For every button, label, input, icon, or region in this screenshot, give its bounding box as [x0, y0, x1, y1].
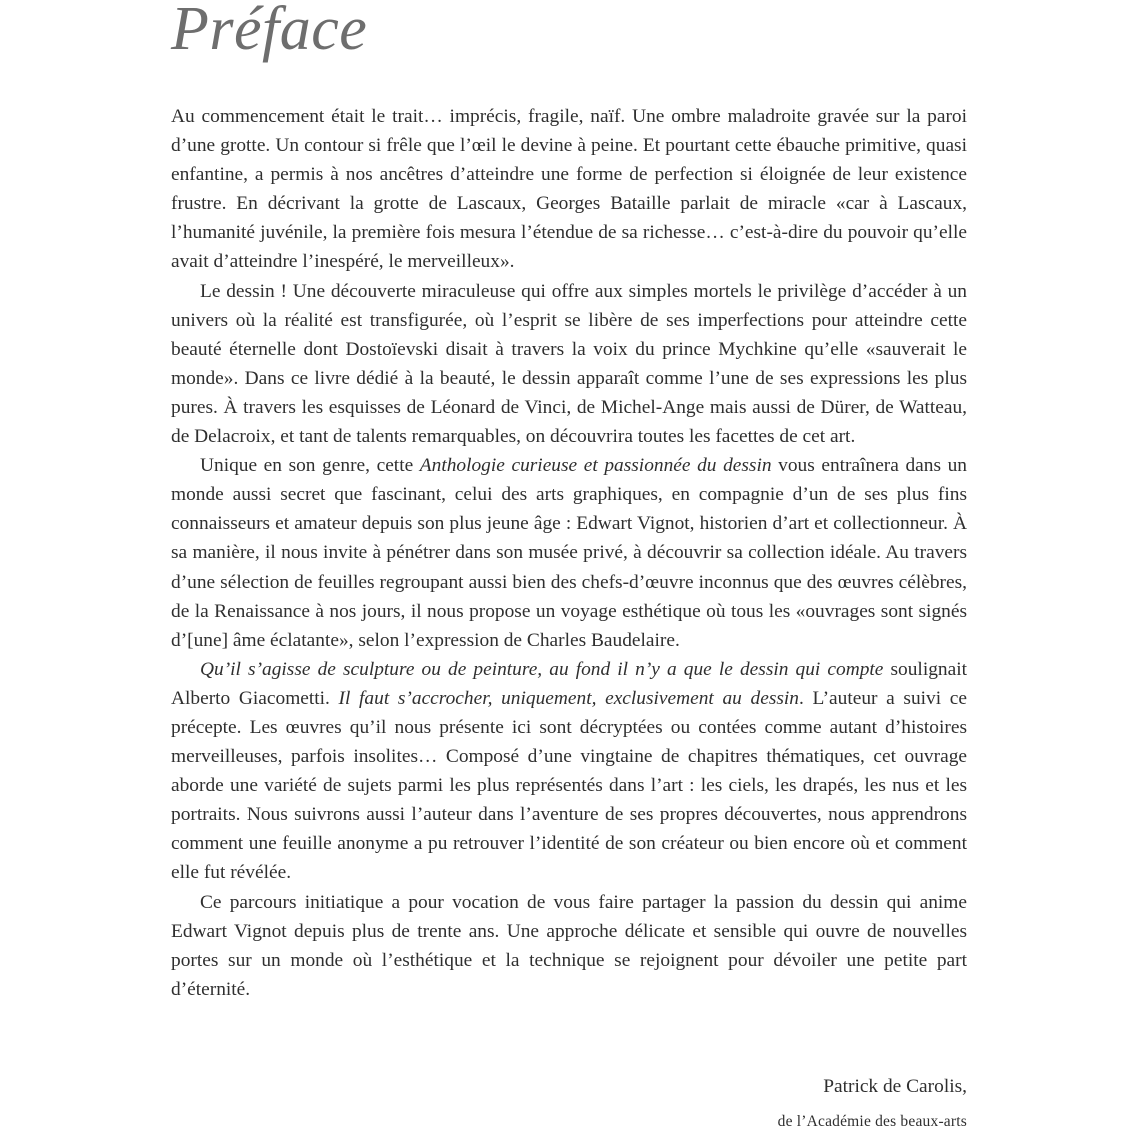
paragraph [171, 451, 967, 655]
italic-text: Il faut s’accrocher, uniquement, exclusivement au dessin [338, 687, 800, 709]
text-run: vous entraînera dans un monde aussi secret que fascinant, celui des arts graphiques, en compagnie d’un de ses plus fins connaisseurs et amateur depuis son plus jeune âge : Edwart Vignot, historien d’art et collectionneur. À sa manière, il nous invite à pénétrer dans son musée privé, à découvrir sa collection idéale. Au travers d’une sélection de feuilles regroupant aussi bien des chefs-d’œuvre inconnus que des œuvres célèbres, de la Renaissance à nos jours, il nous propose un voyage esthétique où tous les «ouvrages sont signés d’[une] âme éclatante», selon l’expression de Charles Baudelaire. [171, 455, 967, 651]
text-run: Au commencement était le trait… imprécis, fragile, naïf. Une ombre maladroite gravée sur la paroi d’une grotte. Un contour si frêle que l’œil le devine à peine. Et pourtant cette ébauche primitive, quasi enfantine, a permis à nos ancêtres d’atteindre une forme de perfection si éloignée de leur existence frustre. En décrivant la grotte de Lascaux, Georges Bataille parlait de miracle «car à Lascaux, l’humanité juvénile, la première fois mesura l’étendue de sa richesse… c’est-à-dire du pouvoir qu’elle avait d’atteindre l’inespéré, le merveilleux». [171, 106, 967, 273]
paragraph [171, 277, 967, 452]
paragraph [171, 655, 967, 888]
paragraph [171, 102, 967, 277]
text-run: Ce parcours initiatique a pour vocation de vous faire partager la passion du dessin qui anime Edwart Vignot depuis plus de trente ans. Une approche délicate et sensible qui ouvre de nouvelles portes sur un monde où l’esthétique et la technique se rejoignent pour dévoiler une petite part d’éternité. [171, 891, 967, 1000]
page-title: Préface [171, 0, 368, 63]
signature-name: Patrick de Carolis, [823, 1076, 967, 1097]
paragraph [171, 888, 967, 1004]
text-run: . L’auteur a suivi ce précepte. Les œuvres qu’il nous présente ici sont décryptées ou contées comme autant d’histoires merveilleuses, parfois insolites… Composé d’une vingtaine de chapitres thématiques, cet ouvrage aborde une variété de sujets parmi les plus représentés dans l’art : les ciels, les drapés, les nus et les portraits. Nous suivrons aussi l’auteur dans l’aventure de ses propres découvertes, nous apprendrons comment une feuille anonyme a pu retrouver l’identité de son créateur ou bien encore où et comment elle fut révélée. [171, 687, 967, 884]
italic-text: Anthologie curieuse et passionnée du dessin [419, 455, 772, 477]
preface-body [171, 102, 967, 1004]
signature-title: de l’Académie des beaux-arts [777, 1113, 967, 1130]
text-run: Le dessin ! Une découverte miraculeuse qui offre aux simples mortels le privilège d’accéder à un univers où la réalité est transfigurée, où l’esprit se libère de ses imperfections pour atteindre cette beauté éternelle dont Dostoïevski disait à travers la voix du prince Mychkine qu’elle «sauverait le monde». Dans ce livre dédié à la beauté, le dessin apparaît comme l’une de ses expressions les plus pures. À travers les esquisses de Léonard de Vinci, de Michel-Ange mais aussi de Dürer, de Watteau, de Delacroix, et tant de talents remarquables, on découvrira toutes les facettes de cet art. [171, 280, 967, 448]
document-page [171, 0, 967, 1137]
text-run: Unique en son genre, cette [200, 455, 420, 477]
text-run: soulignait Alberto Giacometti. [171, 658, 967, 709]
italic-text: Qu’il s’agisse de sculpture ou de peinture, au fond il n’y a que le dessin qui compte [200, 658, 884, 680]
